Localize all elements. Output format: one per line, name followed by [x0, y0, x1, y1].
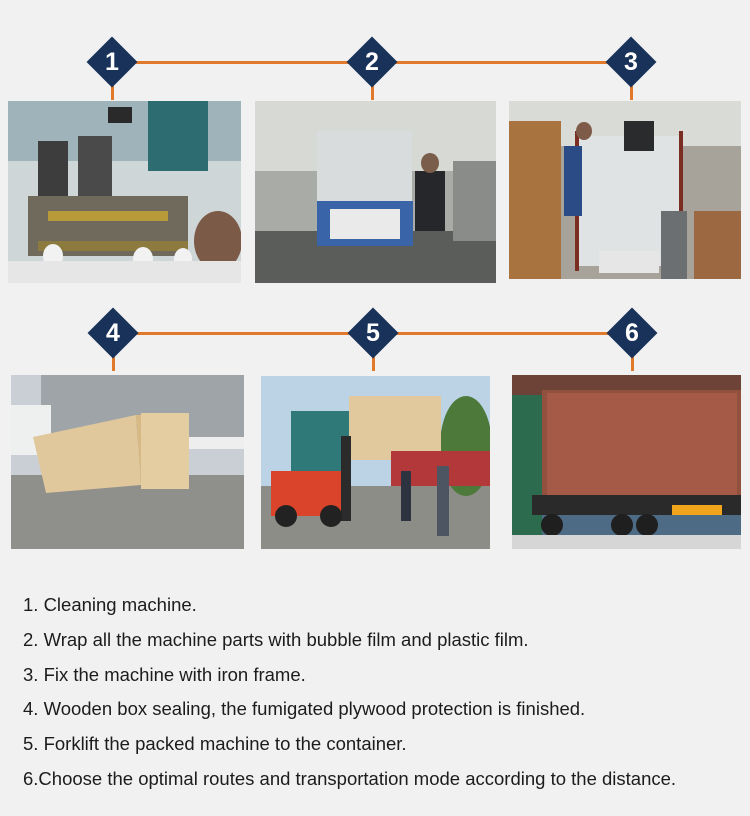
photo-wooden-box [11, 375, 244, 549]
badge-5-stub [372, 357, 375, 371]
badge-2-stub [371, 86, 374, 100]
packing-steps-list [23, 588, 676, 797]
step-badge-5: 5 [347, 307, 399, 359]
step-badge-1: 1 [86, 36, 138, 88]
photo-film-wrapping [255, 101, 496, 283]
step-badge-6: 6 [606, 307, 658, 359]
badge-4-stub [112, 357, 115, 371]
badge-6-stub [631, 357, 634, 371]
step-text-4: 4. Wooden box sealing, the fumigated plywood protection is finished. [23, 698, 586, 720]
step-text-3: 3. Fix the machine with iron frame. [23, 663, 306, 685]
step-text-5: 5. Forklift the packed machine to the container. [23, 733, 407, 755]
step-badge-3: 3 [605, 36, 657, 88]
photo-forklift [261, 376, 490, 549]
badge-3-stub [630, 86, 633, 100]
step-text-2: 2. Wrap all the machine parts with bubble film and plastic film. [23, 628, 529, 650]
step-text-1: 1. Cleaning machine. [23, 594, 197, 615]
photo-container-truck [512, 375, 741, 549]
badge-1-stub [111, 86, 114, 100]
photo-cleaning-machine [8, 101, 241, 283]
step-badge-2: 2 [346, 36, 398, 88]
photo-iron-frame [509, 101, 741, 279]
step-text-6: 6.Choose the optimal routes and transportation mode according to the distance. [23, 767, 677, 789]
step-badge-4: 4 [87, 307, 139, 359]
